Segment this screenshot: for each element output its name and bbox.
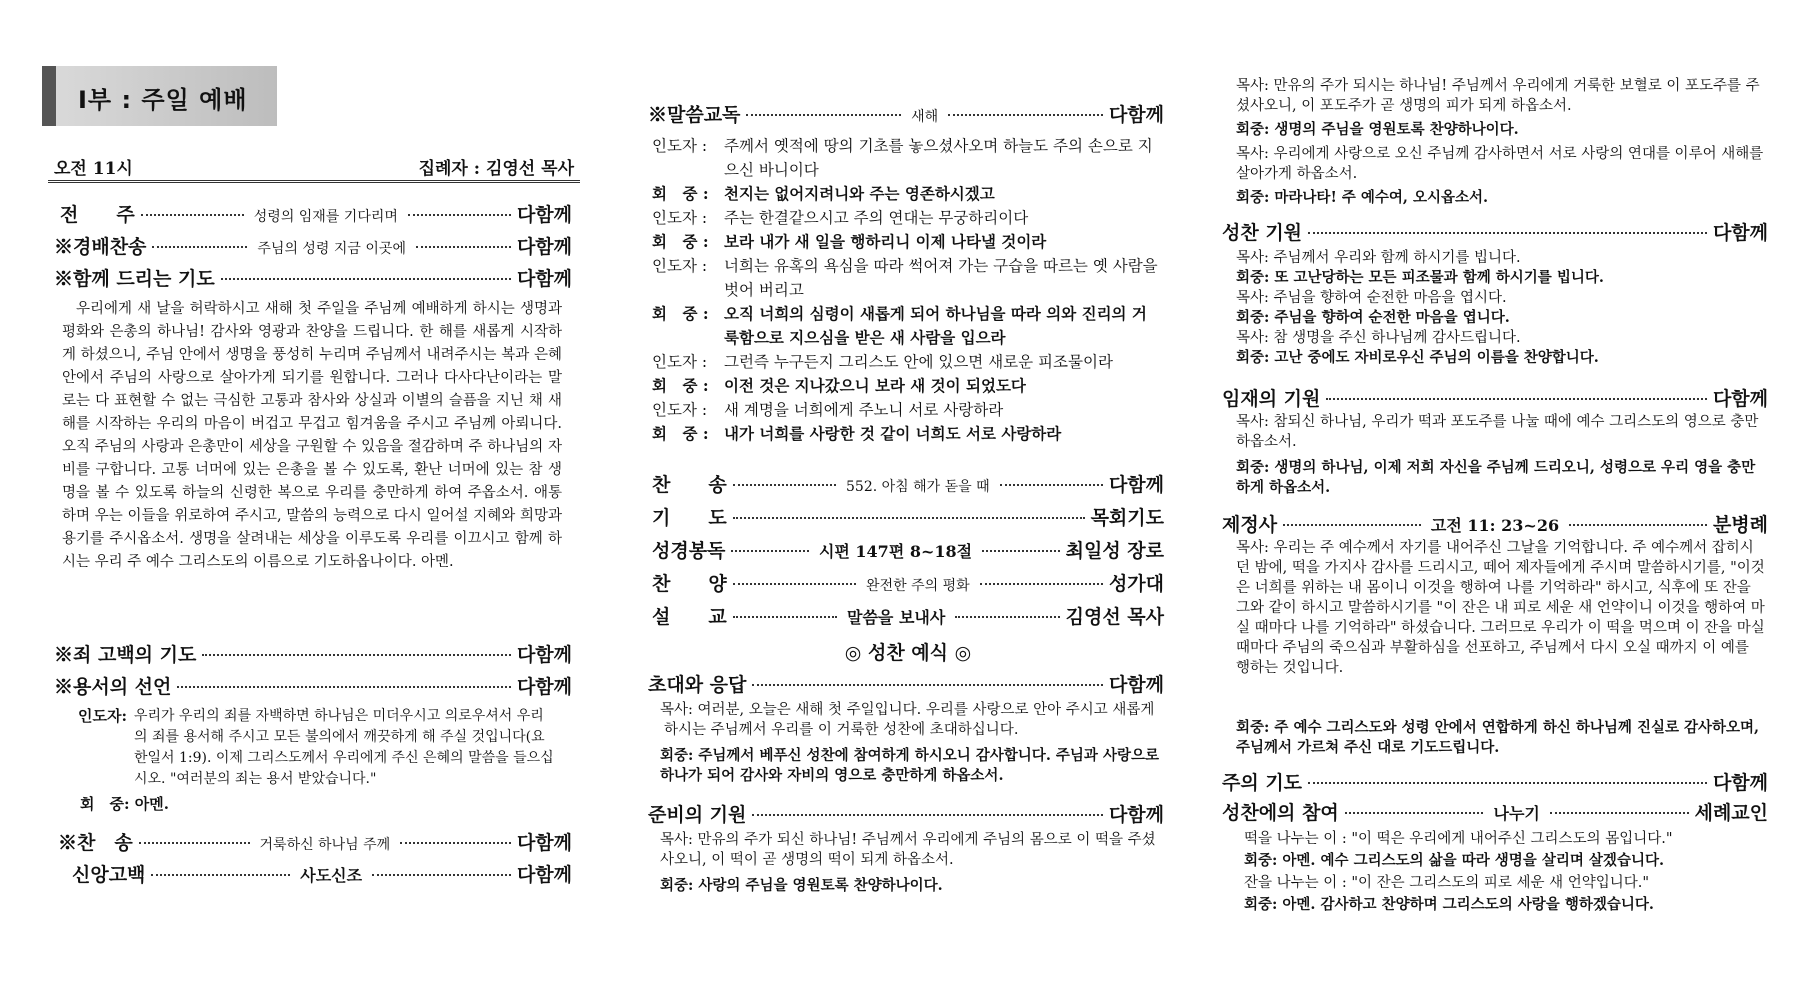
order-item-performer: 다함께 [516, 832, 572, 854]
institution-congregation: 회중: 주 예수 그리스도와 성령 안에서 연합하게 하신 하나님께 진실로 감사하오며, 주님께서 가르쳐 주신 대로 기도드립니다. [1236, 719, 1760, 756]
wine-congregation: 회중: 생명의 주님을 영원토록 찬양하나이다. [1236, 121, 1519, 138]
prayer-line: 회중: 또 고난당하는 모든 피조물과 함께 하시기를 빕니다. [1236, 269, 1604, 286]
order-item-name: 제정사 [1222, 514, 1278, 536]
service-leader: 집례자 : 김영선 목사 [418, 159, 574, 179]
section-title: I부 : 주일 예배 [78, 86, 248, 114]
communion-line: 회중: 아멘. 감사하고 찬양하며 그리스도의 사랑을 행하겠습니다. [1244, 896, 1654, 913]
order-item-performer: 다함께 [516, 864, 572, 886]
invitation-congregation: 회중: 주님께서 베푸신 성찬에 참여하게 하시오니 감사합니다. 주님과 사랑으로 하나가 되어 감사와 자비의 영으로 충만하게 하옵소서. [660, 747, 1160, 784]
preparation-congregation: 회중: 사랑의 주님을 영원토록 찬양하나이다. [660, 877, 943, 894]
prayer-line: 목사: 주님께서 우리와 함께 하시기를 빕니다. [1236, 250, 1521, 266]
order-item-name: 설 교 [652, 606, 727, 628]
absolution-speaker: 인도자: [78, 707, 128, 725]
order-item-lords-prayer [1222, 768, 1768, 795]
order-item-performer: 세례교인 [1694, 802, 1769, 824]
order-item-hymn [58, 828, 572, 855]
order-item-worship-hymn [54, 232, 572, 259]
epiclesis-pastor: 목사: 참되신 하나님, 우리가 떡과 포도주를 나눌 때에 예수 그리스도의 영으로 충만 하옵소서. [1236, 414, 1759, 450]
order-item-performer: 다함께 [516, 236, 573, 258]
order-item-name: ※찬 송 [58, 832, 133, 854]
litany-line: 회 중 : 내가 너희를 사랑한 것 같이 너희도 서로 사랑하라 [652, 424, 1062, 443]
order-item-detail: 말씀을 보내사 [847, 608, 946, 627]
absolution-text: 우리가 우리의 죄를 자백하면 하나님은 미더우시고 의로우셔서 우리의 죄를 용서해 주시고 모든 불의에서 깨끗하게 해 주실 것입니다(요한일서 1:9). 이제 그리스도께서 우리에게 주신 은혜의 말씀을 들으십시오. "여러분의 죄는 용서 받았습니다." [134, 708, 554, 787]
order-item-sermon [652, 602, 1164, 629]
order-item-detail: 552. 아침 해가 돋을 때 [846, 479, 990, 495]
eucharist-prayer-lines [1236, 248, 1766, 368]
order-item-performer: 분병례 [1712, 514, 1769, 536]
order-item-performer: 다함께 [1108, 804, 1164, 826]
institution-pastor: 목사: 우리는 주 예수께서 자기를 내어주신 그날을 기억합니다. 주 예수께서 잡히시던 밤에, 떡을 가지사 감사를 드리시고, 떼어 제자들에게 주시며 말씀하시기를, "이것은 너희를 위하는 내 몸이니 이것을 행하여 나를 기억하라" 하시고, 식후에 또 잔을 그와 같이 하시고 말씀하시기를 "이 잔은 내 피로 세운 새 언약이니 이것을 행하여 마실 때마다 나를 기억하라" 하셨습니다. 그러므로 우리가 이 떡을 먹으며 이 잔을 마실 때마다 주님의 죽으심과 부활하심을 선포하고, 주님께서 다시 오실 때까지 이 예를 행하는 것입니다. [1236, 540, 1765, 676]
absolution-amen: 회 중: 아멘. [80, 795, 169, 813]
epiclesis-congregation: 회중: 생명의 하나님, 이제 저희 자신을 주님께 드리오니, 성령으로 우리 영을 충만하게 하옵소서. [1236, 459, 1756, 496]
order-item-performer: 다함께 [1712, 772, 1768, 794]
order-item-detail: 거룩하신 하나님 주께 [259, 837, 391, 853]
order-item-preparation [648, 800, 1164, 827]
order-item-performer: 다함께 [516, 676, 572, 698]
order-item-performer: 다함께 [1712, 222, 1768, 244]
order-item-name: ※말씀교독 [648, 104, 741, 126]
litany-line: 인도자 : 새 계명을 너희에게 주노니 서로 사랑하라 [652, 401, 1004, 419]
order-item-performer: 다함께 [1712, 388, 1768, 410]
order-item-performer: 성가대 [1108, 573, 1165, 595]
litany-line: 인도자 : 그런즉 누구든지 그리스도 안에 있으면 새로운 피조물이라 [652, 353, 1113, 371]
order-item-name: 성찬에의 참여 [1222, 802, 1339, 824]
litany-line: 회 중 : 이전 것은 지나갔으니 보라 새 것이 되었도다 [652, 376, 1026, 395]
maranatha-congregation: 회중: 마라나타! 주 예수여, 오시옵소서. [1236, 189, 1489, 206]
order-item-hymn-2 [652, 470, 1164, 497]
order-item-detail: 새해 [911, 109, 939, 125]
order-item-litany [648, 100, 1164, 127]
litany-line: 회 중 : 보라 내가 새 일을 행하리니 이제 나타낼 것이라 [652, 232, 1047, 251]
litany-line: 회 중 : 오직 너희의 심령이 새롭게 되어 하나님을 따라 의와 진리의 거룩함으로 지으심을 받은 새 사람을 입으라 [652, 304, 1147, 347]
order-item-name: ※용서의 선언 [54, 676, 172, 698]
order-item-detail: 나누기 [1493, 804, 1540, 823]
order-item-name: 준비의 기원 [648, 804, 747, 826]
order-item-detail: 시편 147편 8~18절 [818, 542, 973, 561]
litany-line: 인도자 : 너희는 유혹의 욕심을 따라 썩어져 가는 구습을 따르는 옛 사람을 벗어 버리고 [652, 257, 1158, 299]
order-item-performer: 목회기도 [1090, 507, 1164, 529]
wine-pastor: 목사: 만유의 주가 되시는 하나님! 주님께서 우리에게 거룩한 보혈로 이 포도주를 주셨사오니, 이 포도주가 곧 생명의 피가 되게 하옵소서. [1236, 78, 1760, 114]
order-item-name: 성찬 기원 [1222, 222, 1303, 244]
section-title-box [42, 66, 277, 126]
order-item-name: 찬 양 [652, 573, 727, 595]
order-item-name: 주의 기도 [1222, 772, 1303, 794]
love-pastor: 목사: 우리에게 사랑으로 오신 주님께 감사하면서 서로 사랑의 연대를 이루어 새해를 살아가게 하옵소서. [1236, 146, 1764, 182]
litany-line: 인도자 : 주는 한결같으시고 주의 연대는 무궁하리이다 [652, 209, 1029, 227]
order-item-name: 찬 송 [652, 474, 727, 496]
order-item-performer: 다함께 [516, 204, 573, 226]
order-item-name: ※죄 고백의 기도 [54, 644, 197, 666]
order-item-performer: 최일성 장로 [1065, 540, 1165, 562]
preparation-pastor: 목사: 만유의 주가 되신 하나님! 주님께서 우리에게 주님의 몸으로 이 떡을 주셨사오니, 이 떡이 곧 생명의 떡이 되게 하옵소서. [660, 832, 1156, 868]
prayer-line: 회중: 주님을 향하여 순전한 마음을 엽니다. [1236, 309, 1510, 326]
communion-line: 회중: 아멘. 예수 그리스도의 삶을 따라 생명을 살리며 살겠습니다. [1244, 852, 1665, 869]
order-item-name: 기 도 [652, 507, 727, 529]
order-item-epiclesis [1222, 384, 1768, 411]
order-item-detail: 성령의 임재를 기다리며 [253, 209, 398, 225]
order-item-performer: 다함께 [1108, 674, 1164, 696]
order-item-name: ※함께 드리는 기도 [54, 268, 215, 290]
order-item-performer: 다함께 [516, 644, 572, 666]
communion-line: 떡을 나누는 이 : "이 떡은 우리에게 내어주신 그리스도의 몸입니다." [1244, 831, 1673, 847]
order-item-name: 초대와 응답 [648, 674, 747, 696]
service-time: 오전 11시 [54, 159, 133, 179]
order-item-absolution [54, 672, 572, 699]
order-item-performer: 다함께 [1108, 474, 1165, 496]
order-item-communion [1222, 798, 1768, 825]
order-item-anthem [652, 569, 1164, 596]
order-item-prelude [60, 200, 572, 227]
service-info-line [48, 150, 580, 183]
communion-line: 잔을 나누는 이 : "이 잔은 그리스도의 피로 세운 새 언약입니다." [1244, 875, 1650, 891]
order-item-name: ※경배찬송 [54, 236, 147, 258]
order-item-eucharist-prayer [1222, 218, 1768, 245]
order-item-performer: 다함께 [1108, 104, 1165, 126]
order-item-detail: 고전 11: 23~26 [1430, 516, 1560, 535]
order-item-confession [54, 640, 572, 667]
communion-lines [1244, 828, 1768, 916]
order-item-name: 성경봉독 [652, 540, 726, 562]
order-item-name: 전 주 [60, 204, 135, 226]
litany-line: 인도자 : 주께서 옛적에 땅의 기초를 놓으셨사오며 하늘도 주의 손으로 지으신 바니이다 [652, 137, 1153, 179]
prayer-line: 목사: 참 생명을 주신 하나님께 감사드립니다. [1236, 330, 1521, 346]
prayer-line: 목사: 주님을 향하여 순전한 마음을 엽시다. [1236, 290, 1507, 306]
order-item-detail: 사도신조 [300, 866, 363, 885]
common-prayer-text: 우리에게 새 날을 허락하시고 새해 첫 주일을 주님께 예배하게 하시는 생명과 평화와 은총의 하나님! 감사와 영광과 찬양을 드립니다. 한 해를 새롭게 시작하게 하셨으니, 주님 안에서 생명을 풍성히 누리며 주님께서 내려주시는 복과 은혜 안에서 주님의 사랑으로 살아가게 되기를 원합니다. 그러나 다사다난이라는 말로는 다 표현할 수 없는 극심한 고통과 참사와 상실과 이별의 슬픔을 지닌 채 새해를 시작하는 우리의 마음이 버겁고 무겁고 힘겨움을 주시고 주님께 아뢰니다. 오직 주님의 사랑과 은총만이 세상을 구원할 수 있음을 절감하며 주 하나님의 자비를 구합니다. 고통 너머에 있는 은총을 볼 수 있도록, 환난 너머에 있는 참 생명을 볼 수 있도록 하늘의 신령한 복으로 우리를 충만하게 하여 주옵소서. 애통하며 우는 이들을 위로하여 주시고, 말씀의 능력으로 다시 일어설 지혜와 희망과 용기를 주시옵소서. 생명을 살려내는 세상을 이루도록 우리를 이끄시고 함께 하시는 우리 주 예수 그리스도의 이름으로 기도하옵나이다. 아멘. [62, 301, 563, 570]
order-item-detail: 주님의 성령 지금 이곳에 [257, 241, 406, 257]
litany-responses [652, 134, 1158, 446]
order-item-invitation [648, 670, 1164, 697]
order-item-words-of-institution [1222, 510, 1768, 537]
order-item-name: 신앙고백 [72, 864, 146, 886]
order-item-creed [72, 860, 572, 887]
order-item-scripture [652, 536, 1164, 563]
sacrament-heading: ◎ 성찬 예식 ◎ [844, 642, 972, 664]
order-item-pastoral-prayer [652, 503, 1164, 530]
order-item-performer: 다함께 [516, 268, 572, 290]
order-item-performer: 김영선 목사 [1065, 606, 1165, 628]
order-item-name: 임재의 기원 [1222, 388, 1321, 410]
order-item-detail: 완전한 주의 평화 [866, 578, 970, 594]
prayer-line: 회중: 고난 중에도 자비로우신 주님의 이름을 찬양합니다. [1236, 349, 1599, 366]
litany-line: 회 중 : 천지는 없어지려니와 주는 영존하시겠고 [652, 184, 995, 203]
invitation-pastor: 목사: 여러분, 오늘은 새해 첫 주일입니다. 우리를 사랑으로 안아 주시고 새롭게 하시는 주님께서 우리를 이 거룩한 성찬에 초대하십니다. [660, 702, 1155, 738]
order-item-common-prayer [54, 264, 572, 291]
